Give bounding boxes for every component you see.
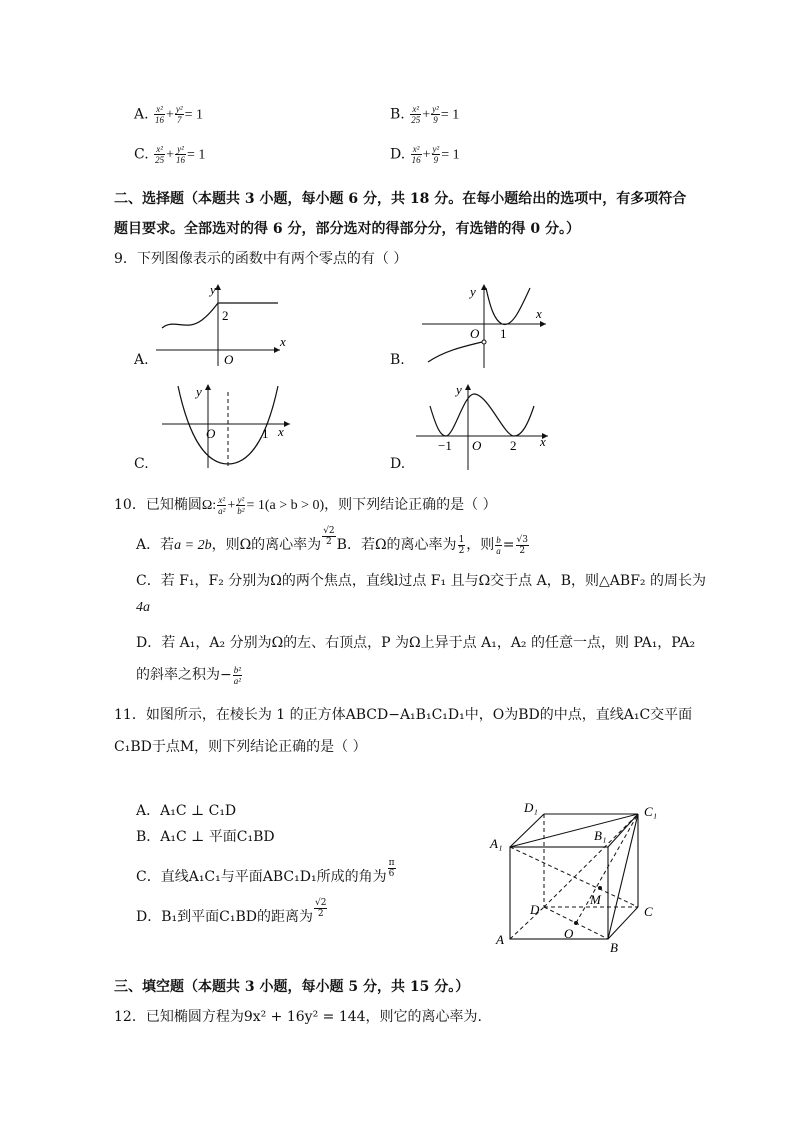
numerator: b (496, 534, 501, 545)
stem-text: ，则下列结论正确的是（ ） (324, 497, 497, 513)
q12-stem: 12．已知椭圆方程为9x² + 16y² = 144，则它的离心率为. (114, 1009, 482, 1025)
vertex-label: D (530, 902, 540, 917)
denominator: 2 (326, 537, 332, 547)
origin-label: O (470, 326, 480, 341)
equals-one: = 1 (184, 107, 204, 123)
cube-figure (488, 792, 668, 960)
q8-option-c (134, 144, 205, 165)
q11-option-d (136, 898, 328, 926)
stem-text: 10．已知椭圆 (114, 497, 202, 513)
option-label: A. (134, 106, 149, 123)
section-2-heading-line1: 二、选择题（本题共 3 小题，每小题 6 分，共 18 分。在每小题给出的选项中，有多项符合 (114, 191, 687, 207)
q10-stem: 10．已知椭圆Ω: $\frac{\text{x²}}{\text{a²}}$ + $\frac{\text{y²}}{\text{b²}}$ = 1(a > b > 0)，则下列结论正确的是（ ） (114, 494, 497, 516)
vertex-label: B (610, 940, 618, 955)
q9-graph-c (160, 382, 300, 472)
q9-option-d-label: D. (390, 456, 406, 472)
origin-label: O (472, 438, 482, 453)
tick-label: 1 (500, 326, 507, 341)
denominator: a (496, 545, 501, 556)
omega-symbol: Ω: (201, 498, 217, 513)
q11-option-b: B．A₁C ⊥ 平面C₁BD (136, 829, 275, 845)
q11-option-a: A．A₁C ⊥ C₁D (136, 803, 237, 819)
numerator: y² (432, 144, 440, 154)
option-label: C. (134, 146, 149, 163)
numerator: y² (175, 104, 183, 114)
vertex-label: B₁ (594, 828, 607, 843)
denominator: 16 (411, 155, 421, 165)
denominator: b² (237, 505, 245, 516)
option-label: B. (390, 106, 405, 123)
q11-stem-line2: C₁BD于点M，则下列结论正确的是（ ） (114, 739, 367, 755)
axis-y-label: y (456, 382, 462, 397)
q10-option-c-line1: C．若 F₁，F₂ 分别为Ω的两个焦点，直线l过点 F₁ 且与Ω交于点 A，B，则△ABF₂ 的周长为 (136, 573, 706, 589)
origin-label: O (224, 352, 234, 367)
minus-sign: − (220, 667, 232, 683)
fraction (411, 144, 422, 165)
option-a-text: ，则Ω的离心率为 (211, 537, 322, 553)
q8-option-b (390, 104, 459, 125)
fraction (175, 104, 184, 125)
numerator: x² (218, 494, 226, 505)
axis-y-label: y (210, 282, 216, 297)
equals-sign: = (502, 537, 515, 553)
vertex-label: A (496, 932, 504, 947)
numerator: y² (237, 494, 245, 505)
option-label: D. (390, 146, 406, 163)
denominator: 2 (519, 545, 526, 556)
vertex-label: C₁ (644, 804, 658, 819)
numerator: x² (410, 104, 421, 115)
tick-label: −1 (438, 438, 452, 453)
axis-y-label: y (196, 384, 202, 399)
point-label: O (564, 926, 574, 941)
option-b-text: ，则 (466, 537, 495, 553)
numerator: x² (154, 104, 165, 115)
tick-label: 1 (262, 426, 269, 441)
denominator: 2 (458, 545, 465, 556)
tick-label: 2 (222, 308, 229, 323)
plus-sign: + (422, 147, 431, 163)
q9-option-c-label: C. (134, 456, 149, 472)
vertex-label: A₁ (490, 836, 503, 851)
fraction (154, 144, 165, 165)
axis-y-label: y (470, 284, 476, 299)
q11-stem-line1: 11．如图所示，在棱长为 1 的正方体ABCD−A₁B₁C₁D₁中，O为BD的中点，直线A₁C交平面 (114, 707, 693, 723)
plus-sign: + (166, 107, 174, 123)
numerator: √2 (323, 526, 335, 536)
denominator: 16 (155, 115, 165, 125)
option-c-text: C．直线A₁C₁与平面ABC₁D₁所成的角为 (136, 869, 387, 885)
denominator: 6 (388, 869, 395, 879)
numerator: x² (411, 144, 422, 155)
fraction (432, 144, 441, 165)
axis-x-label: x (278, 424, 284, 439)
denominator: 16 (176, 155, 186, 165)
option-d-text: D．B₁到平面C₁BD的距离为 (136, 909, 313, 925)
numerator: √3 (516, 534, 528, 545)
equals-one: = 1 (441, 147, 460, 163)
q9-option-b-label: B. (390, 352, 405, 368)
q8-option-d (390, 144, 460, 165)
section-2-heading-line2: 题目要求。全部选对的得 6 分，部分选对的得部分分，有选错的得 0 分。） (114, 221, 580, 237)
denominator: 25 (155, 155, 165, 165)
tick-label: 2 (510, 438, 517, 453)
vertex-label: D₁ (524, 800, 538, 815)
numerator: 1 (458, 534, 465, 545)
fraction (410, 104, 421, 125)
fraction (154, 104, 165, 125)
numerator: π (388, 858, 395, 868)
numerator: y² (175, 144, 186, 155)
q9-graph-a (150, 280, 290, 370)
axis-x-label: x (536, 306, 542, 321)
equals-one: = 1 (187, 147, 206, 163)
numerator: √2 (314, 898, 327, 908)
q9-stem: 9．下列图像表示的函数中有两个零点的有（ ） (114, 251, 408, 267)
origin-label: O (206, 426, 216, 441)
point-label: M (590, 892, 601, 907)
denominator: a² (233, 675, 241, 686)
q10-option-d-line1: D．若 A₁，A₂ 分别为Ω的左、右顶点，P 为Ω上异于点 A₁，A₂ 的任意一点，则 PA₁，PA₂ (136, 635, 696, 651)
q10-option-ab (136, 526, 530, 556)
denominator: 25 (411, 115, 421, 125)
option-b-text: B．若Ω的离心率为 (336, 537, 457, 553)
denominator: 9 (433, 155, 439, 165)
denominator: 2 (317, 909, 324, 919)
axis-x-label: x (280, 334, 286, 349)
q9-graph-b (416, 280, 556, 370)
q10-option-d-line2 (136, 664, 243, 686)
section-3-heading: 三、填空题（本题共 3 小题，每小题 5 分，共 15 分。） (114, 979, 470, 995)
q10-option-c-line2: 4a (136, 600, 150, 615)
axis-x-label: x (540, 434, 546, 449)
numerator: x² (154, 144, 165, 155)
fraction (431, 104, 440, 125)
q8-option-a (134, 104, 203, 125)
denominator: 9 (433, 115, 438, 125)
plus-sign: + (166, 147, 175, 163)
condition: = 1(a > b > 0) (246, 498, 325, 513)
numerator: b² (233, 664, 241, 675)
q9-graph-d (414, 380, 554, 470)
q11-option-c (136, 858, 397, 886)
q9-option-a-label: A. (134, 352, 149, 368)
equals-one: = 1 (440, 107, 460, 123)
numerator: y² (432, 104, 439, 114)
math-expression: a = 2b (174, 538, 212, 553)
plus-sign: + (422, 107, 431, 123)
option-d-text: 的斜率之积为 (136, 667, 220, 683)
denominator: a² (218, 505, 226, 516)
option-a-text: A．若 (136, 537, 175, 553)
vertex-label: C (644, 904, 653, 919)
fraction (175, 144, 186, 165)
denominator: 7 (177, 115, 182, 125)
